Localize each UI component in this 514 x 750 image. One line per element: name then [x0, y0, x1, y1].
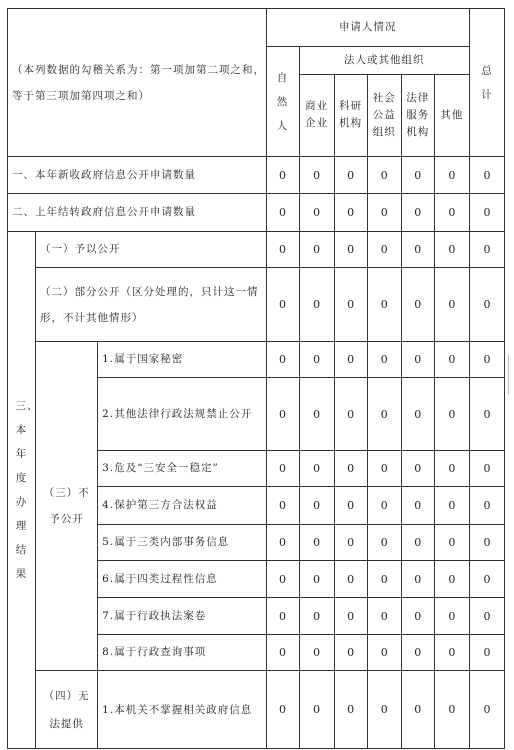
- cell-value: 0: [367, 451, 401, 487]
- cell-value: 0: [469, 451, 504, 487]
- cell-value: 0: [401, 232, 434, 268]
- header-legal-service-cell: [401, 75, 434, 157]
- cell-value: 0: [469, 598, 504, 635]
- row-label: （一）予以公开: [36, 232, 266, 268]
- cell-value: 0: [367, 232, 401, 268]
- cell-value: 0: [469, 232, 504, 268]
- cell-value: 0: [434, 268, 469, 342]
- cell-value: 0: [434, 157, 469, 194]
- cell-value: 0: [299, 194, 334, 232]
- cell-value: 0: [469, 194, 504, 232]
- cell-value: 0: [334, 598, 367, 635]
- cell-value: 0: [266, 194, 299, 232]
- cell-value: 0: [266, 157, 299, 194]
- row-label: 8.属于行政查询事项: [98, 635, 266, 671]
- section-cannot-provide-label-cell: [36, 671, 98, 749]
- table-note: （本列数据的勾稽关系为：第一项加第二项之和，等于第三项加第四项之和）: [12, 63, 265, 102]
- cell-value: 0: [434, 635, 469, 671]
- cell-value: 0: [401, 378, 434, 451]
- cell-value: 0: [334, 451, 367, 487]
- cell-value: 0: [266, 451, 299, 487]
- cell-value: 0: [266, 635, 299, 671]
- cell-value: 0: [334, 157, 367, 194]
- cell-value: 0: [469, 525, 504, 561]
- cell-value: 0: [469, 561, 504, 598]
- cell-value: 0: [299, 378, 334, 451]
- header-total: 总计: [481, 64, 493, 101]
- cell-value: 0: [367, 598, 401, 635]
- cell-value: 0: [367, 378, 401, 451]
- cell-value: 0: [299, 671, 334, 749]
- cell-value: 0: [401, 487, 434, 525]
- cell-value: 0: [334, 342, 367, 378]
- cell-value: 0: [401, 451, 434, 487]
- cell-value: 0: [469, 671, 504, 749]
- cell-value: 0: [434, 525, 469, 561]
- cell-value: 0: [299, 157, 334, 194]
- cell-value: 0: [299, 342, 334, 378]
- cell-value: 0: [266, 598, 299, 635]
- cell-value: 0: [299, 598, 334, 635]
- cell-value: 0: [401, 671, 434, 749]
- cell-value: 0: [367, 671, 401, 749]
- cell-value: 0: [434, 671, 469, 749]
- cell-value: 0: [334, 268, 367, 342]
- cell-value: 0: [469, 487, 504, 525]
- cell-value: 0: [434, 487, 469, 525]
- row-label: 6.属于四类过程性信息: [98, 561, 266, 598]
- cell-value: 0: [299, 268, 334, 342]
- header-legal-group: 法人或其他组织: [299, 47, 469, 75]
- cell-value: 0: [334, 378, 367, 451]
- cell-value: 0: [367, 487, 401, 525]
- header-research: 科研机构: [339, 100, 363, 129]
- cell-value: 0: [469, 157, 504, 194]
- header-applicant-situation: 申请人情况: [266, 9, 469, 47]
- cell-value: 0: [401, 194, 434, 232]
- cell-value: 0: [434, 451, 469, 487]
- cell-value: 0: [434, 598, 469, 635]
- header-total-cell: [469, 9, 504, 157]
- cell-value: 0: [469, 342, 504, 378]
- cell-value: 0: [266, 487, 299, 525]
- header-research-cell: [334, 75, 367, 157]
- cell-value: 0: [266, 671, 299, 749]
- cell-value: 0: [334, 487, 367, 525]
- cell-value: 0: [401, 561, 434, 598]
- cell-value: 0: [299, 487, 334, 525]
- cell-value: 0: [434, 194, 469, 232]
- cell-value: 0: [334, 671, 367, 749]
- row-label: 1.本机关不掌握相关政府信息: [98, 671, 266, 749]
- cell-value: 0: [299, 525, 334, 561]
- header-social: 社会公益组织: [372, 91, 396, 138]
- cell-value: 0: [367, 525, 401, 561]
- cell-value: 0: [367, 268, 401, 342]
- header-natural-person-cell: [266, 47, 299, 157]
- cell-value: 0: [401, 157, 434, 194]
- cell-value: 0: [266, 342, 299, 378]
- cell-value: 0: [401, 635, 434, 671]
- header-commercial-cell: [299, 75, 334, 157]
- cell-value: 0: [334, 194, 367, 232]
- cell-value: 0: [299, 635, 334, 671]
- section-not-disclosed-label: （三）不予公开: [43, 487, 90, 525]
- cell-value: 0: [469, 635, 504, 671]
- row-label: 4.保护第三方合法权益: [98, 487, 266, 525]
- cell-value: 0: [266, 525, 299, 561]
- cell-value: 0: [299, 232, 334, 268]
- cell-value: 0: [469, 268, 504, 342]
- cell-value: 0: [334, 561, 367, 598]
- row-label: 二、上年结转政府信息公开申请数量: [8, 194, 267, 232]
- cell-value: 0: [266, 561, 299, 598]
- cell-value: 0: [299, 451, 334, 487]
- row-label: 5.属于三类内部事务信息: [98, 525, 266, 561]
- header-other: 其他: [434, 75, 469, 157]
- gov-info-disclosure-table: [7, 8, 505, 749]
- row-label: 7.属于行政执法案卷: [98, 598, 266, 635]
- cell-value: 0: [367, 157, 401, 194]
- page-edge-mark: [508, 355, 514, 395]
- section-three-label-cell: [8, 232, 39, 749]
- cell-value: 0: [266, 268, 299, 342]
- cell-value: 0: [469, 378, 504, 451]
- header-social-cell: [367, 75, 401, 157]
- row-label: 1.属于国家秘密: [98, 342, 266, 378]
- cell-value: 0: [266, 232, 299, 268]
- row-label: 2.其他法律行政法规禁止公开: [98, 378, 266, 451]
- row-label: （二）部分公开（区分处理的，只计这一情形，不计其他情形）: [36, 268, 266, 342]
- cell-value: 0: [367, 194, 401, 232]
- row-label: 3.危及“三安全一稳定”: [98, 451, 266, 487]
- cell-value: 0: [434, 561, 469, 598]
- cell-value: 0: [401, 525, 434, 561]
- cell-value: 0: [434, 378, 469, 451]
- cell-value: 0: [401, 598, 434, 635]
- cell-value: 0: [401, 342, 434, 378]
- section-cannot-provide-label: （四）无法提供: [43, 689, 90, 730]
- cell-value: 0: [434, 342, 469, 378]
- cell-value: 0: [401, 268, 434, 342]
- header-commercial: 商业企业: [305, 100, 329, 129]
- cell-value: 0: [299, 561, 334, 598]
- section-not-disclosed-label-cell: [36, 342, 98, 671]
- table-note-cell: [8, 9, 267, 157]
- section-three-label: 三、本年度办理结果: [15, 400, 39, 580]
- cell-value: 0: [334, 232, 367, 268]
- cell-value: 0: [266, 378, 299, 451]
- cell-value: 0: [434, 232, 469, 268]
- header-legal-service: 法律服务机构: [406, 91, 430, 138]
- row-label: 一、本年新收政府信息公开申请数量: [8, 157, 267, 194]
- cell-value: 0: [367, 635, 401, 671]
- cell-value: 0: [367, 561, 401, 598]
- header-natural-person: 自然人: [276, 71, 289, 132]
- cell-value: 0: [334, 635, 367, 671]
- cell-value: 0: [367, 342, 401, 378]
- cell-value: 0: [334, 525, 367, 561]
